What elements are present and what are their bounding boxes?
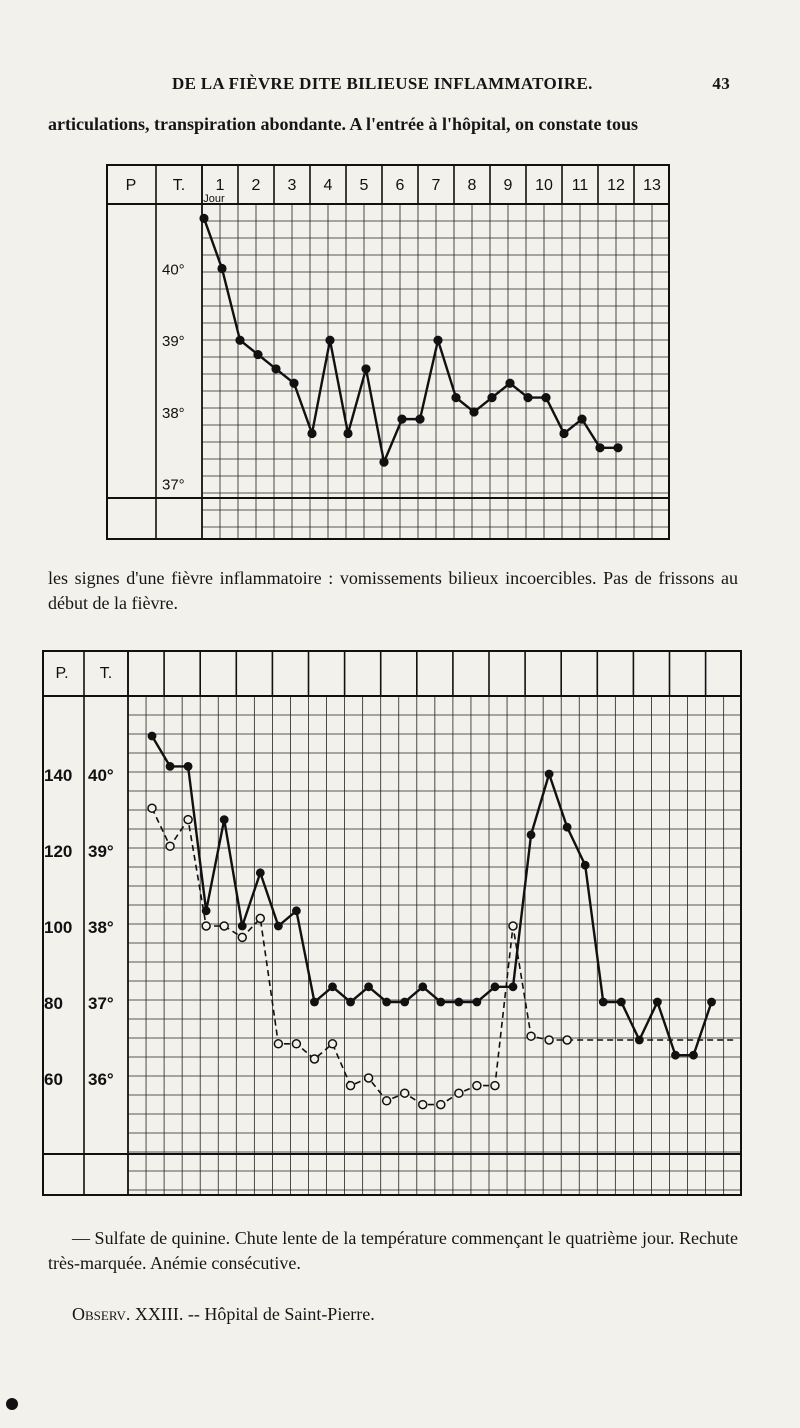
- pulse-point: [365, 1074, 373, 1082]
- chart-frame: [43, 651, 741, 1195]
- temperature-point: [436, 998, 445, 1007]
- temperature-point: [707, 998, 716, 1007]
- pulse-point: [419, 1101, 427, 1109]
- day-label: 9: [503, 177, 513, 194]
- observation-number: XXIII.: [134, 1304, 184, 1324]
- pulse-point: [545, 1036, 553, 1044]
- pulse-point: [184, 816, 192, 824]
- paragraph-top: articulations, transpiration abondante. A l'entrée à l'hôpital, on constate tous: [48, 114, 639, 134]
- y-tick-label: 38°: [162, 404, 185, 422]
- temperature-point: [184, 762, 193, 771]
- temperature-point: [292, 906, 301, 915]
- temperature-point: [545, 770, 554, 779]
- temperature-point: [271, 364, 280, 373]
- day-label: 12: [607, 177, 625, 194]
- temperature-point: [253, 350, 262, 359]
- temperature-point: [382, 998, 391, 1007]
- header-label-p: P.: [55, 665, 69, 682]
- page-number: 43: [712, 74, 730, 93]
- y-tick-label-temp: 40°: [88, 766, 114, 785]
- temperature-point: [235, 336, 244, 345]
- y-tick-label-temp: 38°: [88, 918, 114, 937]
- pulse-point: [238, 933, 246, 941]
- temperature-point: [469, 407, 478, 416]
- pulse-point: [256, 914, 264, 922]
- temperature-point: [346, 998, 355, 1007]
- temperature-point: [415, 415, 424, 424]
- temperature-point: [433, 336, 442, 345]
- pulse-point: [347, 1082, 355, 1090]
- temperature-point: [418, 982, 427, 991]
- paragraph-middle: les signes d'une fièvre inflammatoire : vomissements bilieux incoercibles. Pas de frissons au début de la fièvre.: [48, 568, 738, 613]
- pulse-point: [401, 1089, 409, 1097]
- temperature-point: [199, 214, 208, 223]
- y-tick-label-pulse: 140: [44, 766, 73, 785]
- day-label: 6: [395, 177, 405, 194]
- observation-rest: -- Hôpital de Saint-Pierre.: [187, 1304, 375, 1324]
- temperature-point: [595, 443, 604, 452]
- pulse-point: [437, 1101, 445, 1109]
- temperature-point: [505, 379, 514, 388]
- temperature-point: [689, 1051, 698, 1060]
- temperature-point: [671, 1051, 680, 1060]
- pulse-point: [220, 922, 228, 930]
- day-label: 13: [643, 177, 661, 194]
- temperature-point: [166, 762, 175, 771]
- running-title: DE LA FIÈVRE DITE BILIEUSE INFLAMMATOIRE.: [172, 74, 593, 93]
- temperature-point: [653, 998, 662, 1007]
- temperature-point: [473, 998, 482, 1007]
- pulse-point: [491, 1082, 499, 1090]
- day-label: 10: [535, 177, 553, 194]
- caption-text: — Sulfate de quinine. Chute lente de la température commençant le quatrième jour. Rechute très-marquée. Anémie consécutive.: [48, 1228, 738, 1273]
- y-tick-label-pulse: 100: [44, 918, 73, 937]
- y-tick-label-temp: 39°: [88, 842, 114, 861]
- header-label-t: T.: [172, 177, 186, 194]
- y-tick-label: 40°: [162, 261, 185, 279]
- temperature-point: [454, 998, 463, 1007]
- chart-caption: [48, 1226, 738, 1276]
- day-label: 4: [323, 177, 333, 194]
- temperature-pulse-chart-2: [42, 650, 742, 1196]
- temperature-point: [509, 982, 518, 991]
- temperature-point: [343, 429, 352, 438]
- temperature-point: [325, 336, 334, 345]
- pulse-point: [166, 842, 174, 850]
- temperature-point: [487, 393, 496, 402]
- day-label: 5: [359, 177, 369, 194]
- temperature-point: [559, 429, 568, 438]
- day-label: 8: [467, 177, 477, 194]
- temperature-point: [307, 429, 316, 438]
- y-tick-label-pulse: 60: [44, 1070, 63, 1089]
- pulse-point: [455, 1089, 463, 1097]
- temperature-point: [581, 861, 590, 870]
- temperature-point: [527, 830, 536, 839]
- day-label: 2: [251, 177, 261, 194]
- temperature-point: [364, 982, 373, 991]
- observation-label: Observ.: [72, 1304, 131, 1324]
- pulse-point: [563, 1036, 571, 1044]
- pulse-line: [152, 808, 567, 1104]
- pulse-point: [274, 1040, 282, 1048]
- pulse-point: [310, 1055, 318, 1063]
- temperature-point: [563, 823, 572, 832]
- temperature-point: [379, 458, 388, 467]
- header-label-t: T.: [99, 665, 113, 682]
- pulse-point: [202, 922, 210, 930]
- temperature-point: [238, 922, 247, 931]
- pulse-point: [292, 1040, 300, 1048]
- temperature-point: [491, 982, 500, 991]
- temperature-point: [523, 393, 532, 402]
- temperature-point: [400, 998, 409, 1007]
- temperature-point: [617, 998, 626, 1007]
- temperature-point: [613, 443, 622, 452]
- temperature-point: [328, 982, 337, 991]
- day-label: 3: [287, 177, 297, 194]
- temperature-point: [541, 393, 550, 402]
- temperature-point: [599, 998, 608, 1007]
- y-tick-label-pulse: 120: [44, 842, 73, 861]
- temperature-point: [361, 364, 370, 373]
- temperature-point: [451, 393, 460, 402]
- pulse-point: [383, 1097, 391, 1105]
- y-tick-label-temp: 37°: [88, 994, 114, 1013]
- temperature-point: [220, 815, 229, 824]
- day-label: 1: [215, 177, 225, 194]
- temperature-point: [577, 415, 586, 424]
- pulse-point: [329, 1040, 337, 1048]
- header-label-p: P: [125, 177, 137, 194]
- day-label: 7: [431, 177, 441, 194]
- day-label: 11: [571, 177, 589, 194]
- y-tick-label: 37°: [162, 476, 185, 494]
- pulse-point: [509, 922, 517, 930]
- temperature-point: [274, 922, 283, 931]
- day-unit-label: Jour: [203, 193, 225, 205]
- temperature-point: [397, 415, 406, 424]
- y-tick-label: 39°: [162, 333, 185, 351]
- page-mark: [6, 1398, 18, 1410]
- y-tick-label-temp: 36°: [88, 1070, 114, 1089]
- pulse-point: [527, 1032, 535, 1040]
- running-head: [60, 74, 740, 98]
- temperature-point: [217, 264, 226, 273]
- y-tick-label-pulse: 80: [44, 994, 63, 1013]
- temperature-point: [635, 1036, 644, 1045]
- temperature-point: [256, 868, 265, 877]
- temperature-chart-1: [106, 164, 670, 540]
- observation-heading: [72, 1304, 375, 1325]
- pulse-point: [473, 1082, 481, 1090]
- temperature-point: [148, 732, 157, 741]
- pulse-point: [148, 804, 156, 812]
- temperature-point: [289, 379, 298, 388]
- temperature-point: [310, 998, 319, 1007]
- temperature-point: [202, 906, 211, 915]
